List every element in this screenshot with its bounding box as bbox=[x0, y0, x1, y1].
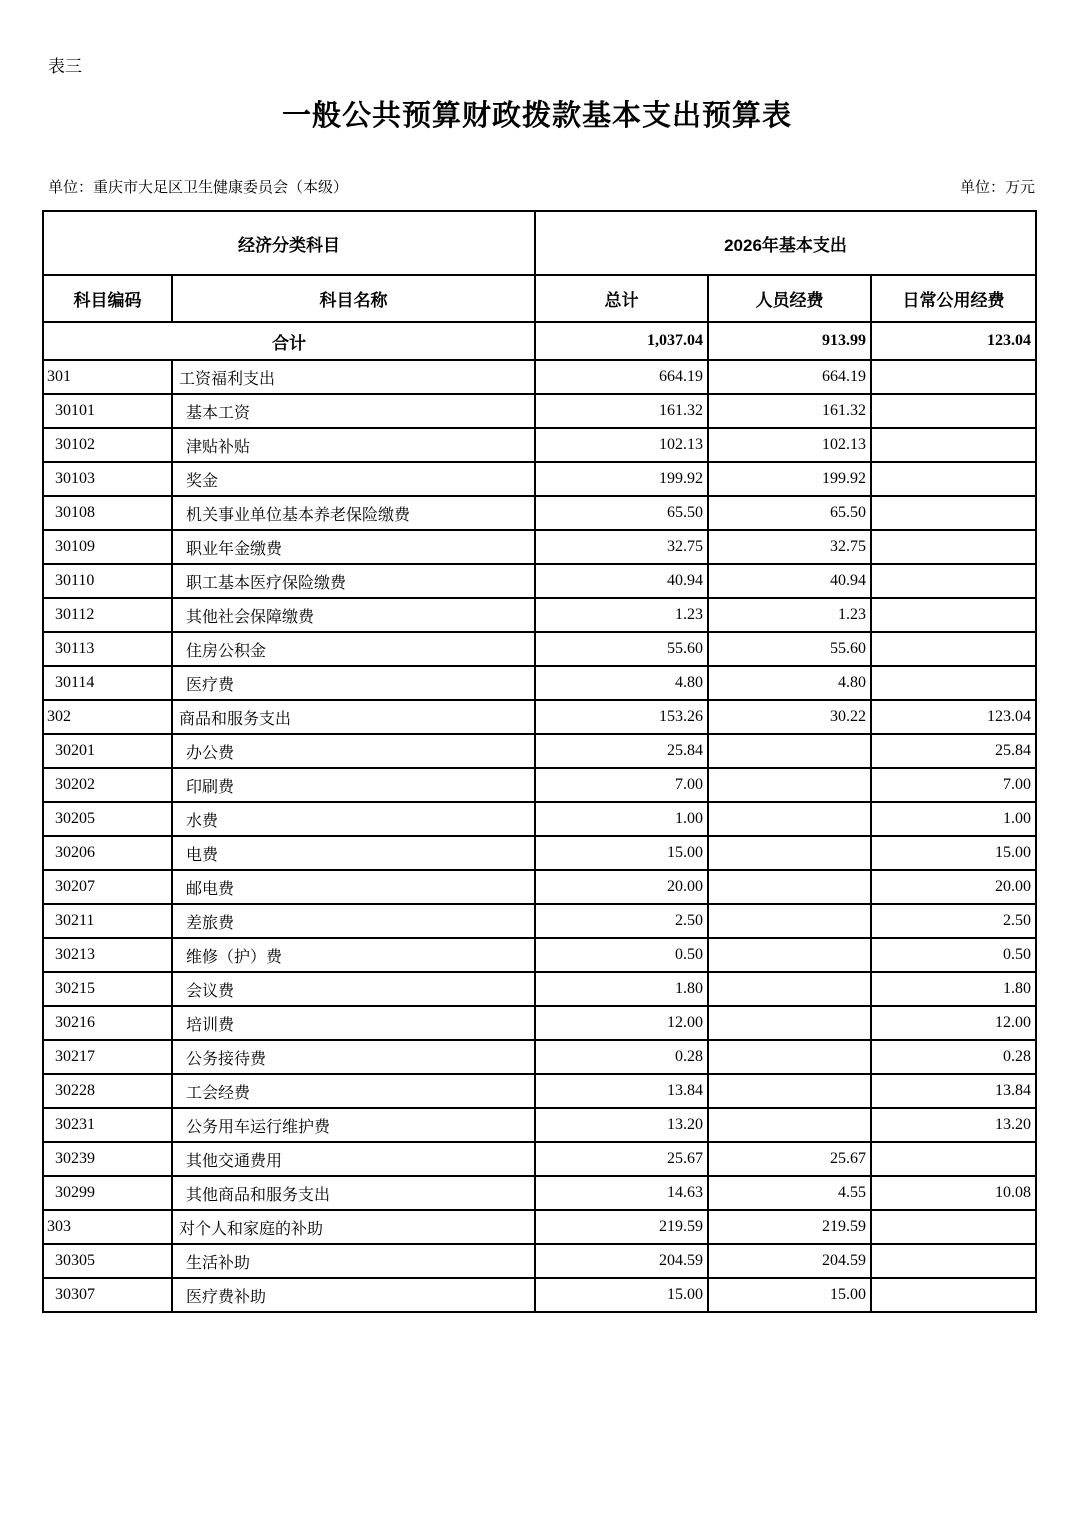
table-row bbox=[43, 666, 1036, 700]
cell-code: 30299 bbox=[43, 1176, 172, 1210]
cell-code: 30109 bbox=[43, 530, 172, 564]
cell-personnel: 25.67 bbox=[708, 1142, 871, 1176]
cell-name: 基本工资 bbox=[172, 394, 535, 428]
table-row bbox=[43, 802, 1036, 836]
cell-personnel: 30.22 bbox=[708, 700, 871, 734]
cell-daily bbox=[871, 598, 1036, 632]
column-header-personnel: 人员经费 bbox=[708, 275, 871, 322]
cell-name: 其他社会保障缴费 bbox=[172, 598, 535, 632]
table-row bbox=[43, 598, 1036, 632]
cell-daily bbox=[871, 1244, 1036, 1278]
cell-code: 30206 bbox=[43, 836, 172, 870]
column-header-code: 科目编码 bbox=[43, 275, 172, 322]
table-row bbox=[43, 938, 1036, 972]
cell-name: 住房公积金 bbox=[172, 632, 535, 666]
table-row bbox=[43, 1142, 1036, 1176]
cell-daily: 13.84 bbox=[871, 1074, 1036, 1108]
cell-total: 4.80 bbox=[535, 666, 708, 700]
column-header-total: 总计 bbox=[535, 275, 708, 322]
cell-total: 25.84 bbox=[535, 734, 708, 768]
cell-code: 30231 bbox=[43, 1108, 172, 1142]
cell-total: 199.92 bbox=[535, 462, 708, 496]
table-row bbox=[43, 700, 1036, 734]
table-body bbox=[43, 322, 1036, 1312]
cell-name: 生活补助 bbox=[172, 1244, 535, 1278]
cell-code: 30211 bbox=[43, 904, 172, 938]
cell-personnel: 161.32 bbox=[708, 394, 871, 428]
cell-daily: 1.80 bbox=[871, 972, 1036, 1006]
cell-personnel: 40.94 bbox=[708, 564, 871, 598]
cell-personnel: 55.60 bbox=[708, 632, 871, 666]
cell-daily: 25.84 bbox=[871, 734, 1036, 768]
cell-personnel bbox=[708, 1108, 871, 1142]
cell-daily bbox=[871, 666, 1036, 700]
total-row-total: 1,037.04 bbox=[535, 322, 708, 360]
cell-name: 工资福利支出 bbox=[172, 360, 535, 394]
cell-total: 102.13 bbox=[535, 428, 708, 462]
table-row bbox=[43, 1040, 1036, 1074]
cell-daily bbox=[871, 1142, 1036, 1176]
cell-daily: 20.00 bbox=[871, 870, 1036, 904]
table-row bbox=[43, 1210, 1036, 1244]
cell-personnel bbox=[708, 870, 871, 904]
cell-total: 15.00 bbox=[535, 836, 708, 870]
cell-total: 55.60 bbox=[535, 632, 708, 666]
cell-personnel: 65.50 bbox=[708, 496, 871, 530]
table-row bbox=[43, 394, 1036, 428]
page-title: 一般公共预算财政拨款基本支出预算表 bbox=[281, 100, 792, 132]
table-row bbox=[43, 1108, 1036, 1142]
cell-total: 1.00 bbox=[535, 802, 708, 836]
cell-total: 12.00 bbox=[535, 1006, 708, 1040]
cell-personnel bbox=[708, 836, 871, 870]
table-row bbox=[43, 1176, 1036, 1210]
table-row bbox=[43, 496, 1036, 530]
cell-code: 30202 bbox=[43, 768, 172, 802]
header-group-2026-basic-expenditure: 2026年基本支出 bbox=[535, 211, 1036, 275]
cell-daily bbox=[871, 462, 1036, 496]
cell-name: 电费 bbox=[172, 836, 535, 870]
table-row bbox=[43, 1006, 1036, 1040]
cell-daily: 2.50 bbox=[871, 904, 1036, 938]
cell-code: 30113 bbox=[43, 632, 172, 666]
cell-total: 1.23 bbox=[535, 598, 708, 632]
cell-personnel bbox=[708, 904, 871, 938]
cell-daily: 12.00 bbox=[871, 1006, 1036, 1040]
total-row-daily: 123.04 bbox=[871, 322, 1036, 360]
table-row bbox=[43, 1074, 1036, 1108]
cell-personnel: 1.23 bbox=[708, 598, 871, 632]
cell-daily: 15.00 bbox=[871, 836, 1036, 870]
cell-daily: 123.04 bbox=[871, 700, 1036, 734]
column-header-daily: 日常公用经费 bbox=[871, 275, 1036, 322]
cell-name: 商品和服务支出 bbox=[172, 700, 535, 734]
cell-name: 其他交通费用 bbox=[172, 1142, 535, 1176]
cell-total: 7.00 bbox=[535, 768, 708, 802]
cell-personnel bbox=[708, 734, 871, 768]
cell-total: 219.59 bbox=[535, 1210, 708, 1244]
cell-code: 30205 bbox=[43, 802, 172, 836]
cell-daily bbox=[871, 1278, 1036, 1312]
cell-code: 30216 bbox=[43, 1006, 172, 1040]
cell-daily bbox=[871, 428, 1036, 462]
table-row bbox=[43, 428, 1036, 462]
cell-name: 津贴补贴 bbox=[172, 428, 535, 462]
cell-code: 30101 bbox=[43, 394, 172, 428]
cell-name: 对个人和家庭的补助 bbox=[172, 1210, 535, 1244]
cell-total: 32.75 bbox=[535, 530, 708, 564]
cell-personnel: 102.13 bbox=[708, 428, 871, 462]
unit-left: 单位：重庆市大足区卫生健康委员会（本级） bbox=[48, 180, 349, 196]
cell-total: 65.50 bbox=[535, 496, 708, 530]
table-row bbox=[43, 632, 1036, 666]
cell-daily bbox=[871, 530, 1036, 564]
cell-code: 30215 bbox=[43, 972, 172, 1006]
cell-personnel bbox=[708, 972, 871, 1006]
cell-personnel bbox=[708, 1074, 871, 1108]
table-row bbox=[43, 870, 1036, 904]
cell-personnel: 4.55 bbox=[708, 1176, 871, 1210]
cell-code: 30213 bbox=[43, 938, 172, 972]
cell-code: 30112 bbox=[43, 598, 172, 632]
cell-daily bbox=[871, 1210, 1036, 1244]
cell-daily: 7.00 bbox=[871, 768, 1036, 802]
cell-code: 30239 bbox=[43, 1142, 172, 1176]
cell-name: 职工基本医疗保险缴费 bbox=[172, 564, 535, 598]
cell-name: 邮电费 bbox=[172, 870, 535, 904]
cell-code: 30114 bbox=[43, 666, 172, 700]
cell-personnel bbox=[708, 802, 871, 836]
table-row bbox=[43, 1244, 1036, 1278]
cell-daily: 10.08 bbox=[871, 1176, 1036, 1210]
total-row bbox=[43, 322, 1036, 360]
cell-daily: 0.28 bbox=[871, 1040, 1036, 1074]
table-row bbox=[43, 462, 1036, 496]
cell-daily bbox=[871, 564, 1036, 598]
total-row-personnel: 913.99 bbox=[708, 322, 871, 360]
cell-name: 医疗费补助 bbox=[172, 1278, 535, 1312]
cell-code: 30110 bbox=[43, 564, 172, 598]
cell-code: 30228 bbox=[43, 1074, 172, 1108]
cell-personnel bbox=[708, 938, 871, 972]
cell-total: 2.50 bbox=[535, 904, 708, 938]
cell-name: 公务用车运行维护费 bbox=[172, 1108, 535, 1142]
cell-name: 培训费 bbox=[172, 1006, 535, 1040]
cell-code: 303 bbox=[43, 1210, 172, 1244]
cell-total: 664.19 bbox=[535, 360, 708, 394]
cell-name: 职业年金缴费 bbox=[172, 530, 535, 564]
cell-code: 30207 bbox=[43, 870, 172, 904]
cell-total: 13.84 bbox=[535, 1074, 708, 1108]
cell-personnel: 199.92 bbox=[708, 462, 871, 496]
unit-line bbox=[48, 176, 1035, 197]
table-row bbox=[43, 360, 1036, 394]
unit-right: 单位：万元 bbox=[959, 180, 1035, 196]
cell-name: 维修（护）费 bbox=[172, 938, 535, 972]
table-row bbox=[43, 564, 1036, 598]
cell-daily bbox=[871, 360, 1036, 394]
cell-code: 302 bbox=[43, 700, 172, 734]
cell-code: 301 bbox=[43, 360, 172, 394]
cell-code: 30217 bbox=[43, 1040, 172, 1074]
cell-daily bbox=[871, 394, 1036, 428]
cell-personnel bbox=[708, 768, 871, 802]
cell-name: 印刷费 bbox=[172, 768, 535, 802]
cell-name: 医疗费 bbox=[172, 666, 535, 700]
table-row bbox=[43, 972, 1036, 1006]
cell-name: 水费 bbox=[172, 802, 535, 836]
cell-personnel: 32.75 bbox=[708, 530, 871, 564]
table-row bbox=[43, 530, 1036, 564]
cell-total: 204.59 bbox=[535, 1244, 708, 1278]
table-row bbox=[43, 768, 1036, 802]
header-group-row bbox=[43, 211, 1036, 275]
header-columns-row bbox=[43, 275, 1036, 322]
table-row bbox=[43, 1278, 1036, 1312]
page-label: 表三 bbox=[48, 57, 82, 76]
header-group-economic-classification: 经济分类科目 bbox=[43, 211, 535, 275]
cell-total: 14.63 bbox=[535, 1176, 708, 1210]
cell-code: 30307 bbox=[43, 1278, 172, 1312]
table-row bbox=[43, 904, 1036, 938]
cell-total: 40.94 bbox=[535, 564, 708, 598]
cell-total: 13.20 bbox=[535, 1108, 708, 1142]
cell-personnel: 4.80 bbox=[708, 666, 871, 700]
column-header-name: 科目名称 bbox=[172, 275, 535, 322]
total-row-label: 合计 bbox=[43, 322, 535, 360]
cell-code: 30102 bbox=[43, 428, 172, 462]
cell-name: 办公费 bbox=[172, 734, 535, 768]
cell-personnel: 204.59 bbox=[708, 1244, 871, 1278]
cell-personnel bbox=[708, 1040, 871, 1074]
cell-name: 其他商品和服务支出 bbox=[172, 1176, 535, 1210]
cell-name: 奖金 bbox=[172, 462, 535, 496]
cell-total: 0.28 bbox=[535, 1040, 708, 1074]
cell-code: 30201 bbox=[43, 734, 172, 768]
budget-table bbox=[42, 210, 1037, 1313]
cell-total: 15.00 bbox=[535, 1278, 708, 1312]
cell-code: 30305 bbox=[43, 1244, 172, 1278]
cell-daily: 1.00 bbox=[871, 802, 1036, 836]
cell-daily: 0.50 bbox=[871, 938, 1036, 972]
table-row bbox=[43, 734, 1036, 768]
cell-daily bbox=[871, 632, 1036, 666]
cell-code: 30108 bbox=[43, 496, 172, 530]
cell-name: 机关事业单位基本养老保险缴费 bbox=[172, 496, 535, 530]
cell-total: 20.00 bbox=[535, 870, 708, 904]
cell-total: 153.26 bbox=[535, 700, 708, 734]
cell-daily: 13.20 bbox=[871, 1108, 1036, 1142]
cell-personnel bbox=[708, 1006, 871, 1040]
cell-name: 差旅费 bbox=[172, 904, 535, 938]
cell-daily bbox=[871, 496, 1036, 530]
cell-total: 1.80 bbox=[535, 972, 708, 1006]
cell-total: 161.32 bbox=[535, 394, 708, 428]
cell-name: 工会经费 bbox=[172, 1074, 535, 1108]
cell-personnel: 664.19 bbox=[708, 360, 871, 394]
table-row bbox=[43, 836, 1036, 870]
cell-name: 会议费 bbox=[172, 972, 535, 1006]
cell-code: 30103 bbox=[43, 462, 172, 496]
cell-personnel: 15.00 bbox=[708, 1278, 871, 1312]
cell-total: 0.50 bbox=[535, 938, 708, 972]
cell-name: 公务接待费 bbox=[172, 1040, 535, 1074]
cell-total: 25.67 bbox=[535, 1142, 708, 1176]
cell-personnel: 219.59 bbox=[708, 1210, 871, 1244]
